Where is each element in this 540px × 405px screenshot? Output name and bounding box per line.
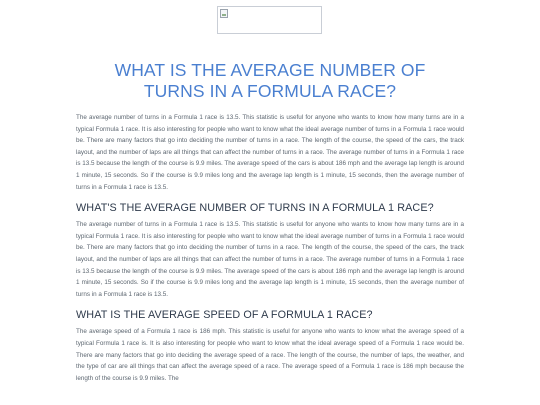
intro-paragraph: The average number of turns in a Formula 1 race is 13.5. This statistic is useful for anyone who wants to know how many turns are in a typical Formula 1 race. It is also interesting for people who want to know what the ideal average number of turns in a Formula 1 race would be. There are many factors that go into deciding the number of turns in a race. The length of the course, the speed of the cars, the track layout, and the number of laps are all things that can affect the number of turns in a race. The average number of turns in a Formula 1 race is 13.5 because the length of the course is 9.9 miles. The average speed of the cars is about 186 mph and the average lap length is around 1 minute, 15 seconds. So if the course is 9.9 miles long and the average lap length is 1 minute, 15 seconds, then the average number of turns in a Formula 1 race is 13.5. bbox=[76, 114, 464, 191]
section-paragraph-turns: The average number of turns in a Formula 1 race is 13.5. This statistic is useful for anyone who wants to know how many turns are in a typical Formula 1 race. It is also interesting for people who want to know what the ideal average number of turns in a Formula 1 race would be. There are many factors that go into deciding the number of turns in a race. The length of the course, the speed of the cars, the track layout, and the number of laps are all things that can affect the number of turns in a race. The average number of turns in a Formula 1 race is 13.5 because the length of the course is 9.9 miles. The average speed of the cars is about 186 mph and the average lap length is around 1 minute, 15 seconds. So if the course is 9.9 miles long and the average lap length is 1 minute, 15 seconds, then the average number of turns in a Formula 1 race is 13.5. bbox=[76, 221, 464, 298]
article-body bbox=[76, 112, 464, 384]
site-logo-image[interactable] bbox=[217, 6, 322, 34]
section-paragraph-speed: The average speed of a Formula 1 race is 186 mph. This statistic is useful for anyone who wants to know what the average speed of a typical Formula 1 race is. It is also interesting for people who want to know what the ideal average speed of a Formula 1 race would be. There are many factors that go into deciding the average speed of a race. The length of the course, the number of laps, the weather, and the type of car are all things that can affect the average speed of a race. The average speed of a Formula 1 race is 186 mph because the length of the course is 9.9 miles. The bbox=[76, 328, 464, 382]
page-title-line-2: TURNS IN A FORMULA RACE? bbox=[143, 81, 397, 101]
section-heading-speed: WHAT IS THE AVERAGE SPEED OF A FORMULA 1 RACE? bbox=[76, 309, 373, 322]
page-title-line-1: WHAT IS THE AVERAGE NUMBER OF bbox=[114, 60, 426, 80]
page-title bbox=[0, 60, 540, 102]
broken-image-icon bbox=[220, 9, 228, 18]
section-heading-turns: WHAT'S THE AVERAGE NUMBER OF TURNS IN A FORMULA 1 RACE? bbox=[76, 202, 434, 215]
